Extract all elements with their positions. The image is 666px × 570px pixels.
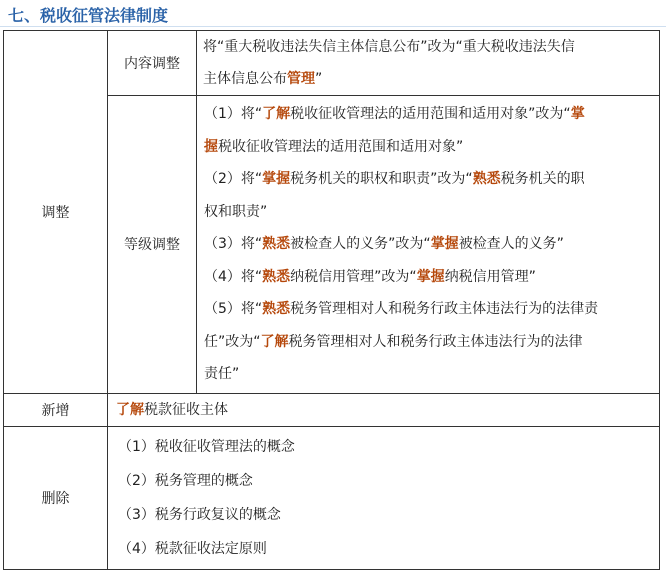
category-cell-delete	[4, 426, 108, 569]
table-row	[4, 31, 660, 96]
list-item	[204, 293, 653, 326]
highlight-text: 熟悉	[472, 171, 501, 187]
detail-text: ”	[315, 71, 323, 87]
detail-text: 权和职责”	[204, 203, 268, 220]
highlight-text: 掌握	[430, 236, 459, 252]
subcategory-cell-level	[108, 96, 197, 394]
detail-text: 纳税信用管理”	[444, 268, 536, 285]
table-row	[4, 426, 660, 569]
detail-text: 税收征收管理法的适用范围和适用对象”	[218, 138, 464, 155]
highlight-text: 熟悉	[262, 268, 291, 285]
category-label: 删除	[41, 490, 70, 507]
detail-text: 将“重大税收违法失信主体信息公布”改为“重大税收违法失信	[203, 39, 575, 55]
change-detail-cell	[197, 31, 660, 96]
detail-text: 被检查人的义务”改为“	[290, 236, 431, 252]
highlight-text: 掌	[570, 106, 585, 122]
highlight-text: 了解	[260, 333, 289, 350]
highlight-text: 了解	[116, 401, 144, 418]
highlight-text: 掌握	[262, 171, 291, 187]
highlight-text: 掌握	[416, 268, 445, 285]
detail-text: 税收征收管理法的适用范围和适用对象”改为“	[290, 106, 571, 122]
table-row	[4, 393, 660, 426]
list-item: （4）税款征收法定原则	[118, 540, 267, 557]
syllabus-change-table	[3, 30, 660, 570]
list-item	[204, 261, 653, 294]
detail-text: 税务机关的职权和职责”改为“	[290, 171, 473, 187]
detail-text: 被检查人的义务”	[458, 236, 564, 252]
list-item-continued	[204, 326, 653, 359]
highlight-text: 熟悉	[262, 236, 291, 252]
detail-text: （1）将“	[204, 106, 263, 122]
change-detail-cell	[197, 96, 660, 394]
detail-line	[203, 31, 653, 63]
list-item	[204, 98, 653, 131]
list-item	[204, 163, 653, 196]
subcategory-cell-content	[108, 31, 197, 96]
list-item-continued	[204, 131, 653, 164]
list-item: （1）税收征收管理法的概念	[118, 438, 295, 455]
detail-text: 主体信息公布	[203, 71, 287, 87]
category-cell-new	[4, 393, 108, 426]
detail-text: 税务管理相对人和税务行政主体违法行为的法律责	[290, 301, 599, 317]
detail-text: 纳税信用管理”改为“	[290, 268, 417, 285]
highlight-text: 握	[204, 138, 218, 155]
change-detail-cell	[108, 426, 660, 569]
list-item: （2）税务管理的概念	[118, 472, 253, 489]
detail-line	[203, 63, 653, 95]
detail-text: 税务机关的职	[500, 171, 585, 187]
category-label: 调整	[41, 204, 70, 221]
detail-text: （4）将“	[204, 268, 263, 285]
detail-text: （3）将“	[204, 236, 263, 252]
detail-text: 责任”	[204, 366, 240, 382]
list-item-continued	[204, 358, 653, 391]
detail-text: 税务管理相对人和税务行政主体违法行为的法律	[288, 333, 583, 350]
highlight-text: 了解	[262, 106, 291, 122]
detail-text: （2）将“	[204, 171, 263, 187]
detail-text: 任”改为“	[204, 333, 261, 350]
subcategory-label: 等级调整	[124, 237, 180, 254]
subcategory-label: 内容调整	[124, 56, 180, 72]
detail-text: （5）将“	[204, 301, 263, 317]
category-label: 新增	[41, 402, 70, 419]
highlight-text: 管理	[287, 71, 315, 87]
highlight-text: 熟悉	[262, 301, 291, 317]
change-detail-cell	[108, 393, 660, 426]
detail-text: 税款征收主体	[144, 401, 228, 418]
list-item: （3）税务行政复议的概念	[118, 506, 281, 523]
list-item	[204, 228, 653, 261]
list-item-continued	[204, 196, 653, 229]
section-header	[0, 0, 666, 27]
section-title: 七、税收征管法律制度	[8, 6, 169, 25]
category-cell-adjust	[4, 31, 108, 394]
